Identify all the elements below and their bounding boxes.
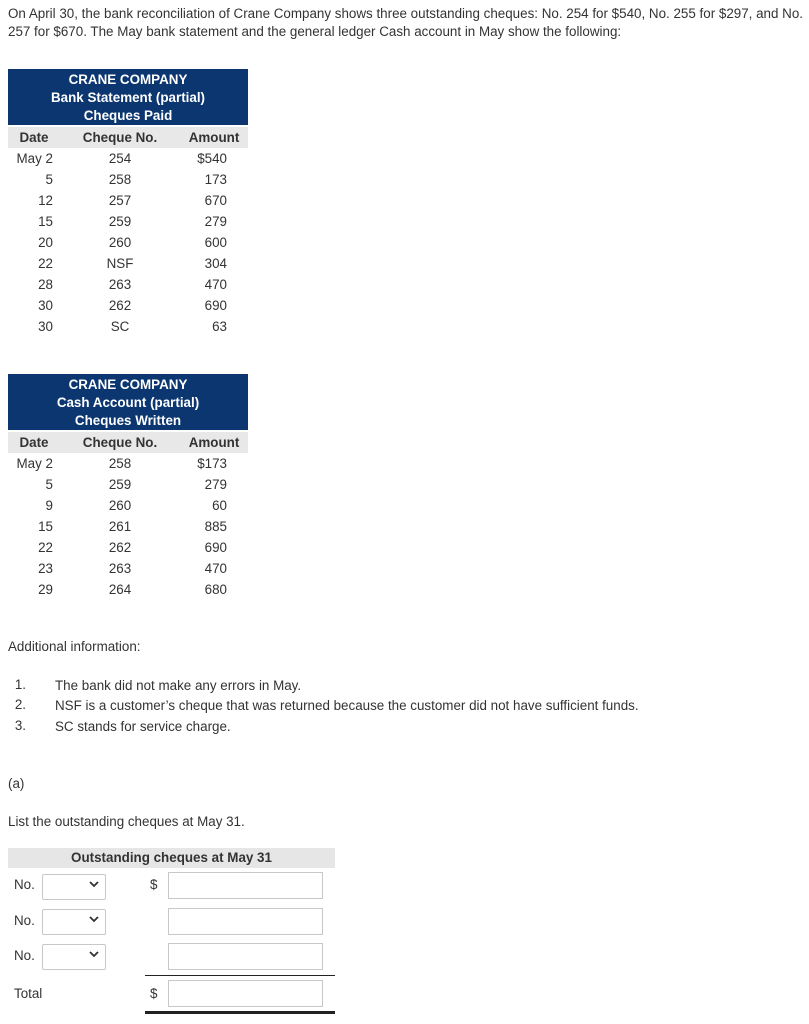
cash-account-header [8, 374, 248, 430]
table-row [8, 453, 248, 474]
cell-amount: $173 [197, 456, 227, 471]
cash-account-subtitle: Cheques Written [74, 413, 182, 428]
outstanding-cheques-header [8, 848, 335, 868]
chevron-down-icon [89, 949, 99, 959]
cell-amount: 690 [204, 298, 227, 313]
cell-date: 15 [38, 519, 53, 534]
cell-date: 20 [38, 235, 53, 250]
column-header-amount: Amount [188, 130, 240, 145]
total-amount-input[interactable] [168, 980, 323, 1007]
cell-amount: 470 [204, 561, 227, 576]
table-row [8, 274, 248, 295]
cell-date: 23 [38, 561, 53, 576]
cell-cheque-no: 263 [108, 561, 132, 576]
cell-cheque-no: 260 [108, 498, 132, 513]
cheque-amount-input-3[interactable] [168, 943, 323, 970]
bank-statement-header [8, 69, 248, 125]
list-item-number: 2. [14, 697, 26, 712]
cell-amount: 600 [204, 235, 227, 250]
table-row [8, 148, 248, 169]
table-row [8, 558, 248, 579]
bank-statement-subtitle: Cheques Paid [83, 108, 173, 123]
cell-cheque-no: 258 [108, 172, 132, 187]
outstanding-cheques-title: Outstanding cheques at May 31 [71, 850, 272, 865]
row-label-no-3: No. [14, 948, 35, 963]
row-label-no-1: No. [14, 877, 35, 892]
cell-cheque-no: 254 [108, 151, 132, 166]
chevron-down-icon [89, 914, 99, 924]
bank-statement-company: CRANE COMPANY [68, 72, 188, 87]
table-row [8, 190, 248, 211]
cell-amount: 304 [204, 256, 227, 271]
cash-account-company: CRANE COMPANY [68, 377, 188, 392]
cheque-number-select-1[interactable] [42, 874, 106, 900]
column-header-amount: Amount [188, 435, 240, 450]
cell-cheque-no: 259 [108, 214, 132, 229]
total-label: Total [14, 986, 43, 1001]
cell-amount: 279 [204, 214, 227, 229]
cell-amount: 60 [212, 498, 227, 513]
additional-info-heading: Additional information: [8, 639, 141, 654]
cell-date: 9 [45, 498, 53, 513]
bank-statement-title: Bank Statement (partial) [50, 90, 206, 105]
cell-date: May 2 [16, 151, 53, 166]
cell-cheque-no: 262 [108, 540, 132, 555]
cell-amount: 885 [204, 519, 227, 534]
cell-date: 15 [38, 214, 53, 229]
cell-amount: $540 [197, 151, 227, 166]
cell-date: 28 [38, 277, 53, 292]
bank-statement-table [8, 69, 248, 339]
column-header-cheque-no: Cheque No. [82, 130, 158, 145]
list-item-text: SC stands for service charge. [55, 719, 231, 734]
bank-statement-column-headers [8, 127, 248, 148]
cell-date: 5 [45, 477, 53, 492]
column-header-date: Date [19, 130, 49, 145]
list-item-text: NSF is a customer’s cheque that was returned because the customer did not have sufficient funds. [55, 698, 639, 713]
table-row [8, 316, 248, 337]
subtotal-rule [145, 975, 335, 976]
column-header-cheque-no: Cheque No. [82, 435, 158, 450]
table-row [8, 232, 248, 253]
currency-symbol: $ [150, 877, 158, 892]
cell-date: 5 [45, 172, 53, 187]
cell-amount: 470 [204, 277, 227, 292]
cash-account-title: Cash Account (partial) [56, 395, 200, 410]
cell-cheque-no: 262 [108, 298, 132, 313]
table-row [8, 295, 248, 316]
cell-cheque-no: 257 [108, 193, 132, 208]
cell-cheque-no: 260 [108, 235, 132, 250]
table-row [8, 516, 248, 537]
cheque-amount-input-2[interactable] [168, 908, 323, 935]
chevron-down-icon [89, 879, 99, 889]
cell-cheque-no: NSF [106, 256, 134, 271]
column-header-date: Date [19, 435, 49, 450]
table-row [8, 537, 248, 558]
table-row [8, 211, 248, 232]
cash-account-table [8, 374, 248, 604]
cell-amount: 680 [204, 582, 227, 597]
cheque-number-select-2[interactable] [42, 909, 106, 935]
cell-date: May 2 [16, 456, 53, 471]
cell-amount: 690 [204, 540, 227, 555]
part-a-instruction: List the outstanding cheques at May 31. [8, 814, 245, 829]
cell-date: 30 [38, 319, 53, 334]
cell-cheque-no: 261 [108, 519, 132, 534]
cash-account-column-headers [8, 432, 248, 453]
table-row [8, 495, 248, 516]
list-item-text: The bank did not make any errors in May. [55, 678, 302, 693]
cheque-number-select-3[interactable] [42, 944, 106, 970]
cell-date: 29 [38, 582, 53, 597]
cell-date: 12 [38, 193, 53, 208]
table-row [8, 579, 248, 600]
row-label-no-2: No. [14, 913, 35, 928]
cell-amount: 63 [212, 319, 227, 334]
cell-cheque-no: SC [110, 319, 130, 334]
cell-amount: 670 [204, 193, 227, 208]
cell-date: 22 [38, 256, 53, 271]
cell-date: 22 [38, 540, 53, 555]
cell-cheque-no: 263 [108, 277, 132, 292]
total-double-rule [145, 1011, 335, 1014]
currency-symbol: $ [150, 986, 158, 1001]
table-row [8, 474, 248, 495]
cell-cheque-no: 259 [108, 477, 132, 492]
list-item-number: 3. [14, 718, 26, 733]
cheque-amount-input-1[interactable] [168, 872, 323, 899]
table-row [8, 253, 248, 274]
cell-cheque-no: 264 [108, 582, 132, 597]
cell-amount: 279 [204, 477, 227, 492]
list-item-number: 1. [14, 677, 26, 692]
cell-date: 30 [38, 298, 53, 313]
part-a-label: (a) [8, 776, 25, 791]
intro-paragraph: On April 30, the bank reconciliation of Crane Company shows three outstanding cheques: No. 254 for $540, No. 255 for $297, and No. 257 for $670. The May bank statement and the general ledger Cash account in May show the following: [8, 6, 804, 39]
cell-cheque-no: 258 [108, 456, 132, 471]
cell-amount: 173 [204, 172, 227, 187]
table-row [8, 169, 248, 190]
